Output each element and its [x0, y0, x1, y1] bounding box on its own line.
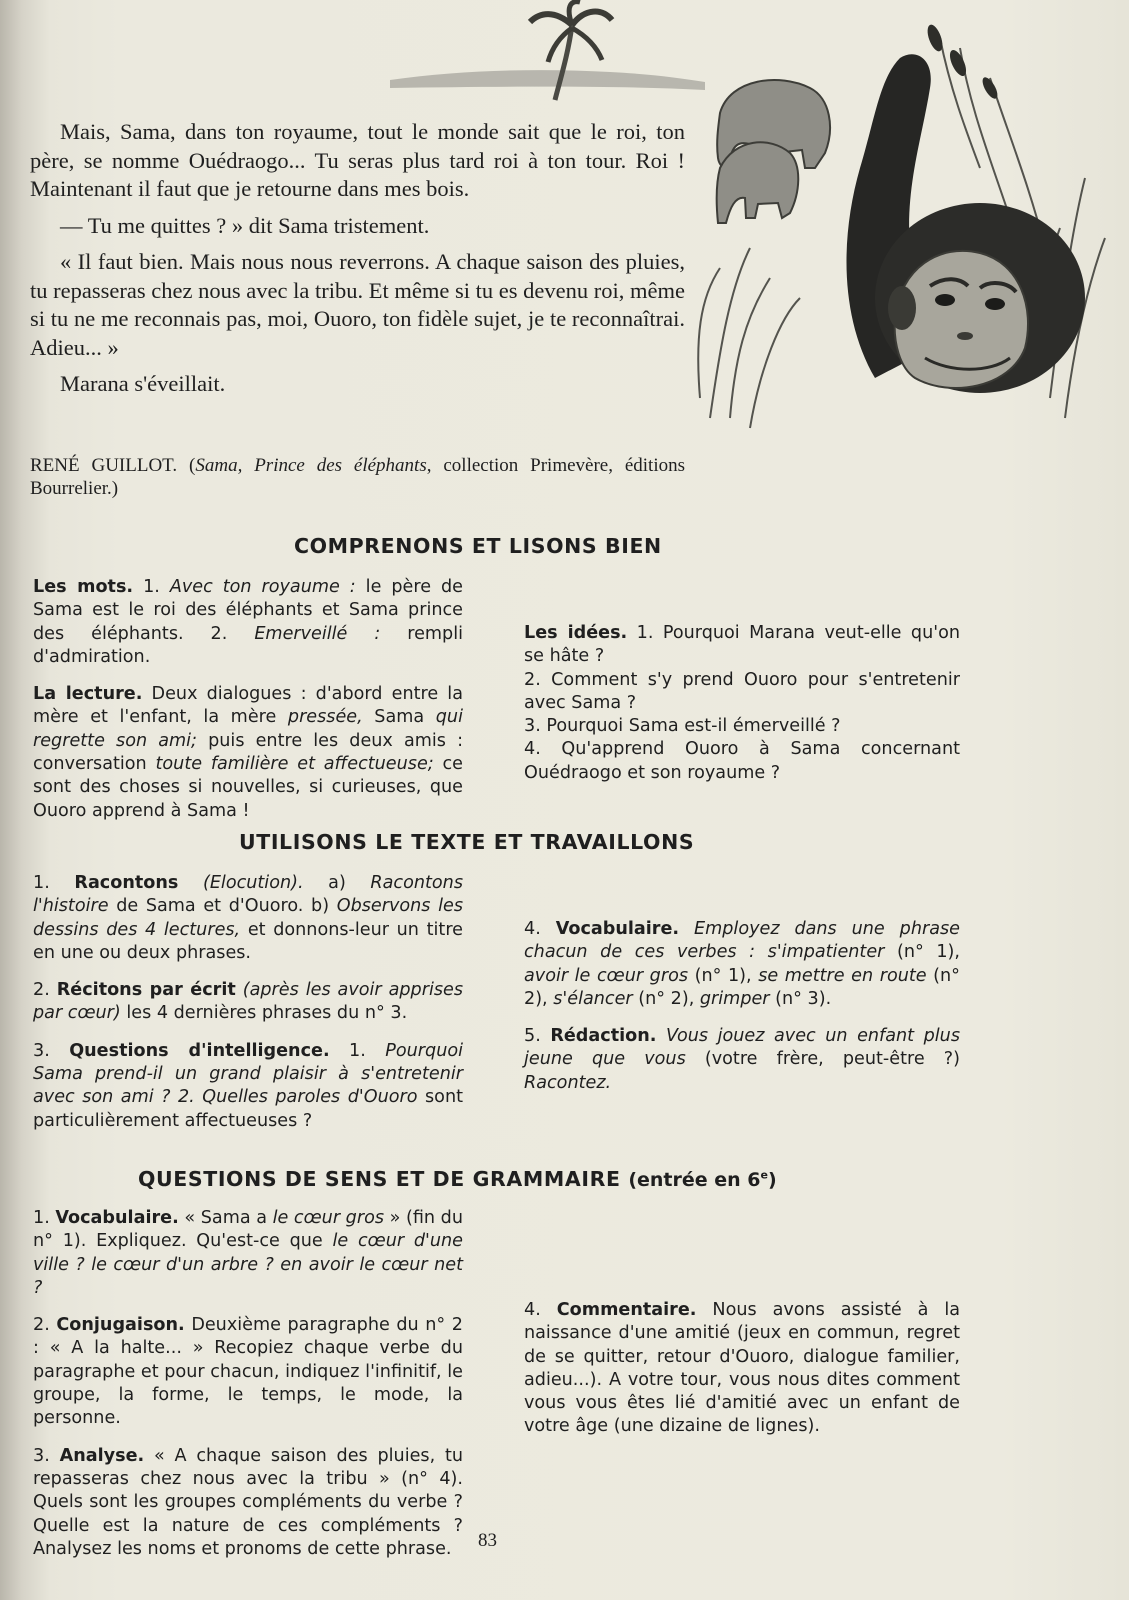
comprenons-right-column [524, 622, 960, 799]
heading-suffix [628, 1169, 776, 1191]
text: de Sama et d'Ouoro. b) [108, 896, 337, 917]
source-credit [30, 454, 685, 500]
text: ce sont des choses si nouvelles, si curieuses, que Ouoro apprend à Sama ! [33, 754, 463, 821]
vocabulaire-question [33, 1207, 463, 1300]
chimpanzee-elephants-illustration [690, 18, 1110, 438]
num: 3. [33, 1040, 70, 1061]
racontons-item [33, 872, 463, 965]
num: 1. [33, 873, 75, 893]
term: se mettre en route [758, 965, 927, 986]
label: Récitons par écrit [56, 980, 236, 1001]
text: (entrée en 6 [628, 1169, 761, 1191]
text: Sama [362, 707, 436, 728]
num: 4. [524, 919, 556, 939]
num: 2. [33, 1315, 57, 1336]
term: Emerveillé : [254, 623, 381, 644]
text: le père de Sama est le roi des éléphants et Sama prince des éléphants. 2. [33, 577, 463, 644]
term: Pourquoi Sama prend-il un grand plaisir à s'entretenir avec son ami ? 2. Quelles paroles d'Ouoro [33, 1040, 463, 1108]
label: Vocabulaire. [55, 1208, 179, 1228]
grammaire-right-column [524, 1299, 960, 1453]
story-paragraph: — Tu me quittes ? » dit Sama tristement. [60, 212, 430, 238]
text: rempli d'admiration. [33, 623, 463, 667]
text: « Sama a [178, 1208, 273, 1228]
term: le cœur gros [272, 1208, 384, 1228]
text: 3. Pourquoi Sama est-il émerveillé ? [524, 716, 841, 737]
term: s'élancer [553, 988, 633, 1009]
story-paragraph: Marana s'éveillait. [60, 371, 226, 396]
num: 5. [524, 1026, 551, 1047]
term: (après les avoir apprises par cœur) [33, 980, 463, 1024]
num: 4. [524, 1300, 557, 1320]
label: Racontons [74, 873, 179, 893]
term: Vous jouez avec un enfant plus jeune que vous [524, 1026, 960, 1070]
term: pressée, [287, 707, 363, 728]
les-idees-paragraph [524, 622, 960, 785]
text: a) [303, 873, 371, 893]
text: Nous avons assisté à la naissance d'une amitié (jeux en commun, regret de se quitter, retour d'Ouoro, dialogue familier, adieu...). A votre tour, vous nous dites comment vous vous êtes lié d'amitié avec un enfant de votre âge (une dizaine de lignes). [524, 1300, 960, 1437]
text: (n° 2), [524, 965, 960, 1009]
label: Commentaire. [556, 1300, 697, 1320]
utilisons-left-column [33, 872, 463, 1147]
label: Vocabulaire. [555, 919, 680, 939]
les-mots-paragraph [33, 576, 463, 669]
text: 1. [133, 577, 170, 597]
comprenons-left-column [33, 576, 463, 837]
term: Observons les dessins des 4 lectures, [33, 896, 463, 940]
label: La lecture. [33, 684, 143, 705]
story-text [30, 118, 685, 407]
palm-tree-illustration [380, 0, 710, 110]
story-paragraph: « Il faut bien. Mais nous nous reverrons. A chaque saison des pluies, tu repasseras chez nous avec la tribu. Et même si tu es devenu roi, même si tu ne me reconnais pas, moi, Ouoro, ton fidèle sujet, je te reconnaîtrai. Adieu... » [30, 249, 685, 360]
credit-book-title: Sama, Prince des éléphants [195, 455, 427, 476]
text: 1. Pourquoi Marana veut-elle qu'on se hâte ? [524, 623, 961, 667]
term: grimper [699, 988, 770, 1009]
credit-author: RENÉ GUILLOT. [30, 455, 178, 476]
heading-text: QUESTIONS DE SENS ET DE GRAMMAIRE [138, 1167, 621, 1191]
term: qui regrette son ami; [33, 707, 463, 751]
page-number: 83 [478, 1530, 497, 1551]
recitons-item [33, 979, 463, 1026]
term: (Elocution). [178, 873, 304, 893]
analyse-question [33, 1445, 463, 1561]
text: » (fin du n° 1). Expliquez. Qu'est-ce que [33, 1208, 463, 1252]
num: 2. [33, 980, 57, 1001]
story-paragraph: Mais, Sama, dans ton royaume, tout le monde sait que le roi, ton père, se nomme Ouédraogo... Tu seras plus tard roi à ton tour. Roi ! Maintenant il faut que je retourne dans mes bois. [30, 119, 685, 201]
num: 1. [33, 1208, 56, 1228]
label: Les idées. [524, 623, 628, 643]
term: Racontons l'histoire [33, 873, 463, 917]
label: Questions d'intelligence. [69, 1040, 330, 1061]
text: Deuxième paragraphe du n° 2 : « A la halte... » Recopiez chaque verbe du paragraphe et pour chacun, indiquez l'infinitif, le groupe, la forme, le temps, le mode, la personne. [33, 1315, 463, 1429]
commentaire-question [524, 1299, 960, 1439]
text: (n° 1), [688, 965, 759, 986]
text: « A chaque saison des pluies, tu repasseras chez nous avec la tribu » (n° 4). Quels sont les groupes compléments du verbe ? Quelle est la nature de ces compléments ? Analysez les noms et pronoms de cette phrase. [33, 1445, 463, 1559]
term: le cœur d'une ville ? le cœur d'un arbre ? en avoir le cœur net ? [33, 1231, 464, 1298]
text: 1. [329, 1040, 386, 1061]
label: Rédaction. [550, 1026, 657, 1047]
credit-publisher: , collection Primevère, éditions Bourrelier.) [30, 455, 686, 499]
utilisons-right-column [524, 918, 960, 1109]
redaction-item [524, 1025, 960, 1095]
term: avoir le cœur gros [524, 965, 688, 986]
credit-paren: ( [177, 455, 196, 476]
text: (n° 1), [884, 942, 960, 963]
grammaire-left-column [33, 1207, 463, 1575]
text: les 4 dernières phrases du n° 3. [120, 1003, 408, 1024]
text: (votre frère, peut-être ?) [685, 1049, 960, 1070]
term: toute familière et affectueuse; [155, 754, 434, 775]
term: Racontez. [524, 1072, 612, 1093]
vocabulaire-item [524, 918, 960, 1011]
la-lecture-paragraph [33, 683, 463, 823]
label: Conjugaison. [56, 1315, 185, 1336]
text: sont particulièrement affectueuses ? [33, 1087, 463, 1131]
label: Analyse. [59, 1445, 145, 1466]
text: Deux dialogues : d'abord entre la mère et l'enfant, la mère [33, 684, 463, 728]
text: ) [767, 1169, 777, 1191]
num: 3. [33, 1445, 60, 1466]
term: Employez dans une phrase chacun de ces verbes : s'impatienter [524, 919, 960, 963]
text: et donnons-leur un titre en une ou deux phrases. [33, 919, 463, 963]
text: puis entre les deux amis : conversation [33, 730, 464, 775]
conjugaison-question [33, 1314, 463, 1430]
term: Avec ton royaume : [169, 577, 356, 597]
section-heading-comprenons: COMPRENONS ET LISONS BIEN [294, 534, 662, 558]
section-heading-utilisons: UTILISONS LE TEXTE ET TRAVAILLONS [239, 830, 695, 854]
text: (n° 2), [632, 988, 700, 1009]
text: (n° 3). [769, 988, 832, 1009]
text: 4. Qu'apprend Ouoro à Sama concernant Ouédraogo et son royaume ? [524, 739, 960, 783]
questions-intelligence-item [33, 1040, 463, 1133]
section-heading-grammaire [138, 1167, 777, 1191]
text: 2. Comment s'y prend Ouoro pour s'entretenir avec Sama ? [524, 669, 960, 713]
text: e [760, 1168, 768, 1182]
label: Les mots. [33, 577, 134, 597]
